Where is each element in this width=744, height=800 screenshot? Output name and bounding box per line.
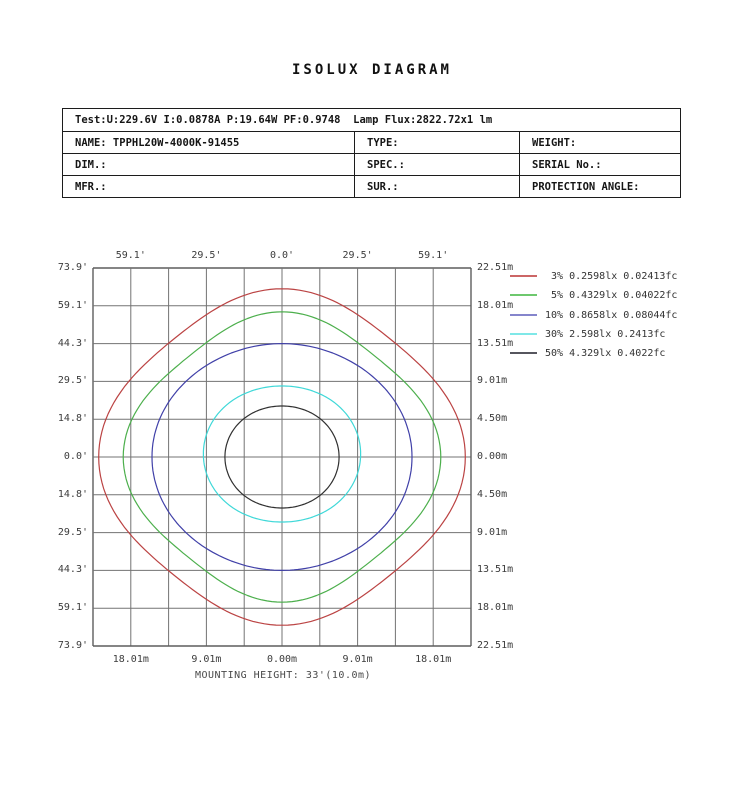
x-axis-top-label: 59.1' (115, 250, 146, 261)
x-axis-bottom-label: 0.00m (266, 654, 298, 665)
legend-swatch-line (510, 333, 537, 335)
x-axis-top-label: 29.5' (342, 250, 373, 261)
legend-label: 30% 2.598lx 0.2413fc (545, 328, 666, 340)
y-axis-right-label: 9.01m (477, 526, 508, 538)
table-row (63, 109, 680, 131)
x-axis-bottom-label: 18.01m (415, 654, 452, 665)
y-axis-right-label: 0.00m (477, 451, 508, 462)
y-axis-left-label: 59.1' (57, 299, 88, 311)
y-axis-left-label: 73.9' (57, 640, 88, 651)
y-axis-left-label: 14.8' (57, 413, 88, 425)
legend-swatch-line (510, 314, 537, 316)
table-row (63, 153, 680, 175)
protection-angle-cell: PROTECTION ANGLE: (519, 176, 680, 197)
x-axis-top-label: 59.1' (418, 250, 449, 261)
legend-entry (510, 324, 665, 344)
legend-swatch-line (510, 275, 537, 277)
isolux-contour-plot (92, 267, 472, 648)
type-cell: TYPE: (354, 132, 519, 153)
spec-cell: SPEC.: (354, 154, 519, 175)
x-axis-bottom-label: 9.01m (342, 654, 373, 665)
x-axis-top-label: 0.0' (269, 250, 295, 261)
y-axis-right-label: 22.51m (477, 262, 514, 273)
legend-label: 3% 0.2598lx 0.02413fc (545, 270, 678, 282)
spec-table (62, 108, 681, 198)
y-axis-left-label: 14.8' (57, 488, 88, 500)
serial-no-cell: SERIAL No.: (519, 154, 680, 175)
y-axis-left-label: 29.5' (57, 375, 88, 387)
y-axis-right-label: 18.01m (477, 299, 514, 311)
legend-entry (510, 305, 677, 325)
weight-cell: WEIGHT: (519, 132, 680, 153)
x-axis-bottom-label: 18.01m (112, 654, 149, 665)
y-axis-right-label: 13.51m (477, 564, 514, 576)
legend-swatch-line (510, 352, 537, 354)
x-axis-top-label: 29.5' (191, 250, 222, 261)
legend-swatch-line (510, 294, 537, 296)
mounting-height-note: MOUNTING HEIGHT: 33'(10.0m) (194, 670, 372, 681)
y-axis-right-label: 13.51m (477, 337, 514, 349)
y-axis-right-label: 18.01m (477, 602, 514, 614)
y-axis-right-label: 4.50m (477, 413, 508, 425)
page-title: ISOLUX DIAGRAM (291, 62, 452, 78)
test-conditions-cell: Test:U:229.6V I:0.0878A P:19.64W PF:0.9748 Lamp Flux:2822.72x1 lm (75, 114, 493, 126)
y-axis-right-label: 4.50m (477, 488, 508, 500)
name-cell: NAME: TPPHL20W-4000K-91455 (75, 136, 240, 149)
dim-cell: DIM.: (75, 158, 107, 171)
legend-entry (510, 343, 665, 363)
legend-entry (510, 285, 677, 305)
legend-label: 10% 0.8658lx 0.08044fc (545, 309, 678, 321)
y-axis-left-label: 29.5' (57, 526, 88, 538)
x-axis-bottom-label: 9.01m (191, 654, 222, 665)
y-axis-left-label: 44.3' (57, 337, 88, 349)
table-row (63, 175, 680, 197)
y-axis-right-label: 9.01m (477, 375, 508, 387)
y-axis-left-label: 44.3' (57, 564, 88, 576)
sur-cell: SUR.: (354, 176, 519, 197)
y-axis-left-label: 59.1' (57, 602, 88, 614)
y-axis-left-label: 0.0' (63, 451, 88, 462)
mfr-cell: MFR.: (75, 180, 107, 193)
y-axis-right-label: 22.51m (477, 640, 514, 651)
legend-entry (510, 266, 677, 286)
y-axis-left-label: 73.9' (57, 262, 88, 273)
legend-label: 5% 0.4329lx 0.04022fc (545, 289, 678, 301)
table-row (63, 131, 680, 153)
legend-label: 50% 4.329lx 0.4022fc (545, 347, 666, 359)
